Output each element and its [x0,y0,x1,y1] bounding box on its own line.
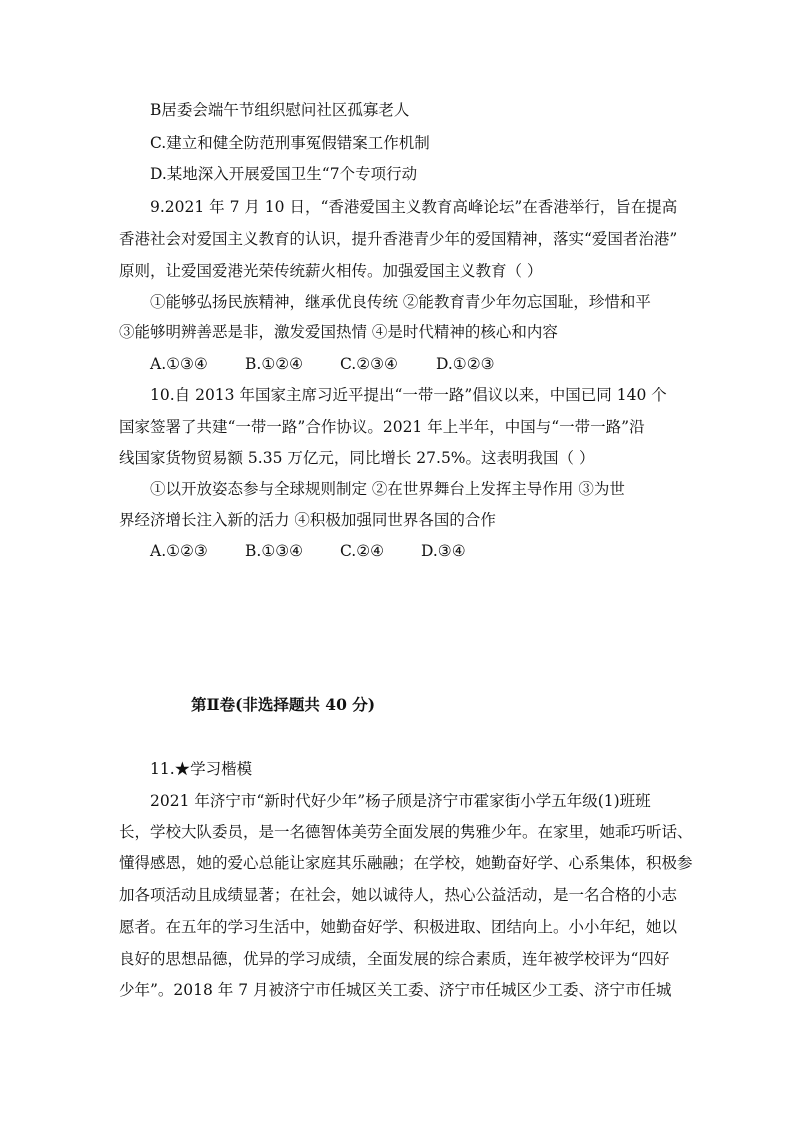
q9-statements-line-1: ①能够弘扬民族精神，继承优良传统 ②能教育青少年勿忘国耻，珍惜和平 [150,293,651,311]
q11-para-line-6: 良好的思想品德，优异的学习成绩，全面发展的综合素质，连年被学校评为“四好 [119,950,670,968]
q9-stem-line-3: 原则，让爱国爱港光荣传统薪火相传。加强爱国主义教育（ ） [119,262,543,280]
q10-stem-line-2: 国家签署了共建“一带一路”合作协议。2021 年上半年，中国与“一带一路”沿 [119,418,645,436]
q10-statements-line-1: ①以开放姿态参与全球规则制定 ②在世界舞台上发挥主导作用 ③为世 [150,480,625,498]
q10-statements-line-2: 界经济增长注入新的活力 ④积极加强同世界各国的合作 [119,511,496,529]
q10-option-b: B.①③④ [245,542,304,560]
q9-statements-line-2: ③能够明辨善恶是非，激发爱国热情 ④是时代精神的核心和内容 [119,323,558,341]
q9-stem-line-2: 香港社会对爱国主义教育的认识，提升香港青少年的爱国精神，落实“爱国者治港” [119,230,678,248]
q11-para-line-4: 加各项活动且成绩显著；在社会，她以诚待人，热心公益活动，是一名合格的小志 [119,886,678,904]
q11-title: 11.★学习楷模 [150,760,253,778]
q11-para-line-5: 愿者。在五年的学习生活中，她勤奋好学、积极进取、团结向上。小小年纪，她以 [119,918,678,936]
q9-options [150,354,495,374]
q10-option-c: C.②④ [340,542,385,560]
q10-options [150,541,466,561]
q9-option-a: A.①③④ [150,355,208,373]
prev-option-c: C.建立和健全防范刑事冤假错案工作机制 [150,134,430,152]
q9-stem-line-1: 9.2021 年 7 月 10 日，“香港爱国主义教育高峰论坛”在香港举行，旨在提高 [150,198,678,216]
q10-option-d: D.③④ [421,542,466,560]
q11-para-line-1: 2021 年济宁市“新时代好少年”杨子颀是济宁市霍家街小学五年级(1)班班 [150,792,651,810]
prev-option-d: D.某地深入开展爱国卫生“7个专项行动 [150,165,418,183]
section-2-heading: 第Ⅱ卷(非选择题共 40 分) [191,695,376,714]
q10-option-a: A.①②③ [150,542,208,560]
q9-option-b: B.①②④ [245,355,304,373]
q11-para-line-3: 懂得感恩，她的爱心总能让家庭其乐融融；在学校，她勤奋好学、心系集体，积极参 [119,854,693,872]
q9-option-d: D.①②③ [436,355,495,373]
prev-option-b: B居委会端午节组织慰问社区孤寡老人 [150,101,410,119]
q11-para-line-7: 少年”。2018 年 7 月被济宁市任城区关工委、济宁市任城区少工委、济宁市任城 [119,981,672,999]
q9-option-c: C.②③④ [340,355,398,373]
q10-stem-line-3: 线国家货物贸易额 5.35 万亿元，同比增长 27.5%。这表明我国（ ） [119,449,595,467]
q10-stem-line-1: 10.自 2013 年国家主席习近平提出“一带一路”倡议以来，中国已同 140 个 [150,386,667,404]
q11-para-line-2: 长，学校大队委员，是一名德智体美劳全面发展的隽雅少年。在家里，她乖巧听话、 [119,823,693,841]
